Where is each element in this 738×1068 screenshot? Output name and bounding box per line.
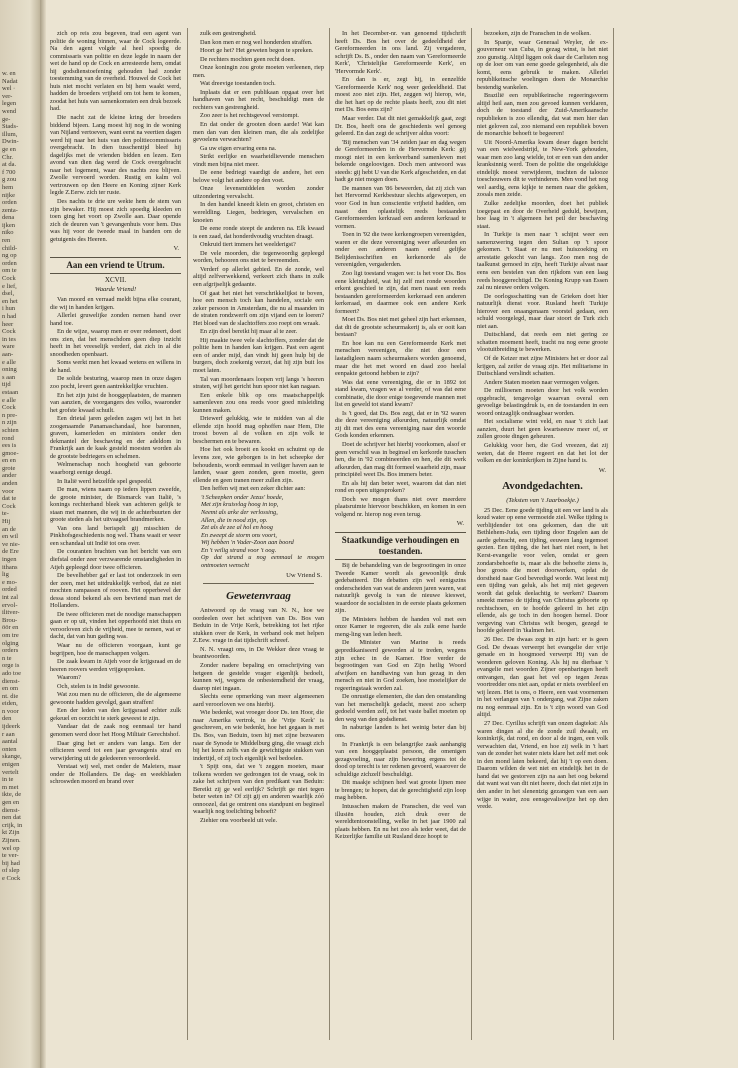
spine-fragment: hem xyxy=(2,183,14,191)
spine-fragment: heer xyxy=(2,320,14,328)
author-signature: V. xyxy=(173,245,179,253)
column-rule xyxy=(329,28,330,1040)
article-subtitle: (Teksten van 't Jaarboekje.) xyxy=(506,497,579,505)
spine-fragment: öör en xyxy=(2,624,19,632)
spine-fragment: dienst- xyxy=(2,806,20,814)
spine-fragment: ees is xyxy=(2,442,17,450)
spine-fragment: in tes xyxy=(2,335,16,343)
paragraph: Onze koningin zou grote moeten verleenen, riep men. xyxy=(193,64,324,79)
spine-fragment: legen xyxy=(2,100,17,108)
spine-fragment: Cock xyxy=(2,502,16,510)
paragraph: De Ministers hebben de handen vol met een onze Kamer te regeeren, die als zulk eene harde meng-ling van leden heeft. xyxy=(335,615,466,638)
spine-fragment: ikte, de xyxy=(2,791,22,799)
spine-fragment: kt Zijn xyxy=(2,829,20,837)
paragraph: In Italië werd hetzelfde spel gespeeld. xyxy=(57,477,153,485)
spine-fragment: ng op xyxy=(2,252,17,260)
paragraph: De millioenen moeten door het volk worden opgebracht, tengevolge waarvan overal een gevoelige belastingdruk is, en de toestanden in een woord ontzaglijk ondraagbaar worden. xyxy=(477,387,608,417)
spine-fragment: Brou- xyxy=(2,616,18,624)
spine-fragment: wel · xyxy=(2,85,16,93)
spine-fragment: ander xyxy=(2,472,17,480)
spine-fragment: om te xyxy=(2,267,17,275)
letter-number: XCVII. xyxy=(104,275,127,284)
paragraph: De rechters mochten geen recht doen. xyxy=(200,55,296,63)
spine-fragment: in te xyxy=(2,776,14,784)
paragraph: De twee officieren met de noodige manschappen gaan er op uit, vinden het opperhoofd niet thuis en veroorloven zich de vrijheid, mee te nemen, wat er dacht, dat van hun gading was. xyxy=(50,610,181,641)
article-continuation xyxy=(335,30,466,518)
article-headline: Avondgedachten. xyxy=(502,480,583,493)
article-body xyxy=(335,562,466,841)
spine-fragment: ware xyxy=(2,343,15,351)
spine-fragment: ingen xyxy=(2,556,17,563)
paragraph: Verderf op allerlei gebied. En de zonde, wel altijd zelfverwekkend, verkeert zich thans in zulk een afgrijselijk gedaante. xyxy=(193,265,324,288)
spine-fragment: dienst- xyxy=(2,677,20,685)
paragraph: Gelukkig voor hen, die God vreezen, dat zij weten, dat de Heere regeert en dat het lot der volken en der koninkrijken in Zijne hand is. xyxy=(477,441,608,465)
paragraph: 't Spijt ons, dat we 't zeggen moeten, maar tolkens worden we gedrongen tot de vraag, ook in zake het schrijven van den predikant van Beduin: Bereikt zij ge wel eerlijk? Schrijft ge niet tegen beter weten in? Of zijt gij en anderen waarlijk zóó onnoozel, dat ge omtrent ons standpunt en beginsel waarlijk nog toelichting behoeft? xyxy=(193,763,324,816)
paragraph: N. N. vraagt ons, in De Wekker deze vraag te beantwoorden. xyxy=(193,645,324,661)
spine-fragment: zenta- xyxy=(2,206,18,214)
paragraph: 'Bij menschen van '34 zeiden jaar en dag wegen de Gereformeerden in de Hervormde Kerk: gij moogt niet in een kerkverband samenleven met bekende ongeloovigen. Doch men antwoord was steeds: gij hebt U van die Kerk afgescheiden, en dat hadt ge niet mogen doen. xyxy=(335,138,466,184)
paragraph: De solide besturing, waarop men in onze dagen zoo pocht, levert geen aantrekkelijke vruchten. xyxy=(50,375,181,390)
spine-fragment: grote xyxy=(2,464,16,472)
spine-fragment: en en xyxy=(2,457,16,465)
spine-fragment: ver- xyxy=(2,92,13,100)
spine-fragment: gen en xyxy=(2,799,20,806)
spine-fragment: bij had xyxy=(2,859,20,867)
paragraph: Slechts eene opmerking van meer algemeenen aard veroorloven we ons hierbij. xyxy=(193,693,324,708)
paragraph: Daar ging het er anders van langs. Een der officieren werd tot een jaar gevangenis straf en verwijdering uit de geledeeren veroordeeld. xyxy=(50,739,181,762)
paragraph: Dan kon men er nog wel honderden straffen. xyxy=(200,38,313,46)
paragraph: Andere Staten moeten naar vermogen volgen. xyxy=(484,378,600,386)
article-body xyxy=(50,296,181,786)
spine-fragment: ijken xyxy=(2,221,15,229)
paragraph: Hoe het ook broeit en kookt en schuimt op de levens zee, wie geborgen is in het scheepke der behoudenis, wordt eenmaal in veiliger haven aan te landen, waar geen zonden, geen moeite, geen ellende en geen tranen meer zullen zijn. xyxy=(193,446,324,484)
paragraph: Hoort ge het? Het geweten begon te spreken. xyxy=(200,47,314,55)
paragraph: Toen in '92 die twee kerkengroepen vereenigden, waren er die deze vereeniging weer afkeurden en onder een anderen naam eend gelijke Belijdenisschriften en kerkenorde als de vereenigden, vergaderden. xyxy=(335,231,466,269)
paragraph: Zonder nadere bepaling en omschrijving van hetgeen de gestelde vrager eigenlijk bedoelt, kunnen wij, wegens de onbestemdheid der vraag, daarop niet ingaan. xyxy=(193,662,324,692)
verse-line: En zweept de storm ons voort, xyxy=(201,531,277,539)
spine-fragment: at da. xyxy=(2,161,17,169)
article-continuation xyxy=(193,30,324,493)
spine-fragment: Stads- xyxy=(2,123,19,131)
paragraph: Een drietal jaren geleden zagen wij het in het zoogenaamde Panamaschandaal, hoe baronnen, graven, kamerleden en ministers onder den dekmantel der beschaving en der adeldom in Frankrijk aan de kaak gesteld moesten worden als de grootste bedriegers en schelmen. xyxy=(50,415,181,460)
spine-fragment: aan- xyxy=(2,350,14,358)
salutation: Waarde Vriend! xyxy=(94,286,137,294)
spine-fragment: dena xyxy=(2,214,15,222)
binding-fold xyxy=(40,0,46,1068)
paragraph: En de wijze, waarop men er over redeneert, doet ons zien, dat het menschdom geen diep inzicht heeft in het vreeselijk verderf, dat zich in al die snoodheden openbaart. xyxy=(50,328,181,358)
spine-fragment: n zijn xyxy=(2,419,17,427)
column-rule xyxy=(613,28,614,1040)
spine-fragment: orden xyxy=(2,199,17,207)
paragraph: Die nacht zat de kleine kring der broeders biddend bijeen. Lang moest hij nog in de woning van Nijland vertoeven, want eerst na veertien dagen werd hij naar het huis van den politiecommissaris overgebracht. In dien tusschentijd bleef hij dagelijks met de vrienden bidden en lezen. Een avond van dien dag werd de Cock overgebracht naar het logement, waar des nachts zou blijven. Zwolle vervoerd worden. Rustig en kalm vol vertrouwen op den Heere en Koning zijner Kerk legde Z.Eerw. zich ter ruste. xyxy=(50,114,181,197)
spine-fragment: e Cock xyxy=(2,874,21,882)
column-4 xyxy=(477,30,608,1040)
verse-line: En 't veilig strand voor 't oog. xyxy=(201,546,277,554)
author-signature: Uw Vriend S. xyxy=(286,571,322,579)
spine-fragment: wel op xyxy=(2,844,20,852)
spine-fragment: ren xyxy=(2,237,11,245)
column-3 xyxy=(335,30,466,1040)
spine-fragment: eiden, xyxy=(2,700,18,708)
spine-fragment: orden xyxy=(2,259,17,267)
spine-text-fragments xyxy=(2,70,34,1030)
spine-fragment: e lief, xyxy=(2,282,17,290)
paragraph: De zaak kwam in Atjeh voor de krijgsraad en de heeren roovers werden vrijgesproken. xyxy=(50,658,181,673)
spine-fragment: orded xyxy=(2,586,17,594)
spine-fragment: vertelt xyxy=(2,768,19,776)
paragraph: De mannen van '86 beweerden, dat zij zich van het Hervormd Kerkbestuur slechts afgeworpen, en voor God in hun conscientie vrijheid hadden, om naast den oplastelijk reeds bestaanden Gereformeerden kerkraad een anderen kerkraad te vormen. xyxy=(335,184,466,230)
spine-fragment: ithans xyxy=(2,563,18,571)
paragraph: Doet de schrijver het hierbij voorkomen, alsof er geen verschil was in beginsel en kerkorde tusschen hen, die in '92 combineerden en hen, die dit werk afkeurden, dan mag dit formeel waarheid zijn, maar principiëel weet Ds. Bos immers beter. xyxy=(335,440,466,479)
spine-fragment: en het xyxy=(2,297,18,305)
article-body xyxy=(193,607,324,824)
spine-fragment: te ver- xyxy=(2,852,19,860)
paragraph: Maar verder. Dat dit niet gemakkelijk gaat, zegt Dr. Bos, heeft ons de geschiedenis wel genoeg geleerd. En dan zegt de schrijver aldus voort: xyxy=(335,115,466,138)
paragraph: De Minister van Marine is reeds gepredikaniseerd geworden al te treden, wegens zijn echec in de Kamer. Hoe verder de begrootingen van God en Zijn heilig Woord afwijken en handhaving van hun gezag in den mensch en niet in God zoeken, hoe moeielijker de regeeringstaak worden zal. xyxy=(335,639,466,692)
article-continuation xyxy=(477,30,608,465)
spine-fragment: anden xyxy=(2,480,18,488)
paragraph: De eene bedriegt vaardigt de andere, het een belove volgt het andere op den voet. xyxy=(193,169,324,184)
paragraph: Antwoord op de vraag van N. N., hoe we oordeelen over het schrijven van Ds. Bos van Beduin in de Vrije Kerk, betrekking tot het rijke stukken over de Kerk, in verband ook met helpen Z.Eew. vrage in dat tijdschrift schreef. xyxy=(193,607,324,645)
spine-fragment: Dwin- xyxy=(2,138,19,146)
spine-fragment: en wil xyxy=(2,533,19,541)
spine-fragment: wend xyxy=(2,107,17,115)
paragraph: In naburige landen is het weinig beter dan bij ons. xyxy=(335,724,466,740)
paragraph: Of gaat het niet het verschrikkelijkst te boven, hoe een mensch toch kan handelen, sociale een zeker persoon in Amsterdam, die nu al maanden in de straten rondzwerft om zijn vijand een te loeren? Het bloed van de slachtoffers zoo roept om wraak. xyxy=(193,289,324,327)
paragraph: De onrustige elementen, die dan den omstanding van het menschelijk gedacht, meest zoo scherp gedoeld werden zelf, tot het vaste ballet moeten op den weg van den godsdienst. xyxy=(335,693,466,723)
paragraph: Of de Keizer met zijne Ministers het er door zal krijgen, zal zeifer de vraag zijn. Het militarisme in Duitschland verslindt schatten. xyxy=(477,354,608,378)
paragraph: De oorlogsschatting van de Grieken doet hier natuurlijk dienst voor. Rusland heeft Turkije hierover een onaangenaam voorstel gedaan, een schuld voorgelegd, maar daar stoort de Turk zich niet aan. xyxy=(477,292,608,330)
paragraph: De eene ronde steept de anderen na. Elk kwaad is een zaad, dat honderdvoudig vruchten draagt. xyxy=(193,225,324,240)
spine-fragment: r aan xyxy=(2,730,15,738)
spine-fragment: ijdeerk xyxy=(2,723,21,731)
paragraph: zulk een gestrengheid. xyxy=(200,30,257,37)
spine-fragment: ve nie- xyxy=(2,540,20,548)
paragraph: In Spanje, waar Generaal Weyler, de ex-gouverneur van Cuba, in gezag winst, is het niet zoo gunstig. Altijd liggen ook daar de Carlisten nog op de loer om van eene goede gelegenheid, als die komt, eens gebruik te maken. Allerlei republikeinsche woelingen doen de Monarchie bestendig wankelen. xyxy=(477,38,608,91)
paragraph: Wie bedenkt, wat vroeger door Ds. ten Hoor, die naar Amerika vertrok, in de 'Vrije Kerk' is geschreven, en wie bedenkt, hoe het gegaan is met Ds. Bos, van Beduin, toen hij met zijne bezwaren naar de Synode te Middelburg ging, die vraagt zich bij het lezen zelfs van de gewichtigste stukken van indertijd, of zij toch eigenlijk wel bedoelen. xyxy=(193,709,324,762)
verse-line: Neemt als arke der verlossing, xyxy=(201,508,278,516)
paragraph: 25 Dec. Eene goede tijding uit een ver land is als koud water op eene vermoeide ziel. Welke tijding is verblijdender tot ons gekomen, dan die uit Bethlehem-Juda, een tijding door Engelen aan de aarde gebracht, een tijding, eeuwen lang tegemoet gezien. Een tijding, die het hart niet roert, is het Kerst-evangelie voor velen, omdat er geen zondarsbehoefte is, maar als die behoefte ziens is, hoe groots die moet doorwerken, opdat de dorstheid naar God bevredigd worde. Wat leest mij een tijding van geluk, als het mij niet gegeven wordt dat geluk deelachtig te werken? Daarom smeekt menso de tijding van Christus geboorte op rechtschoen, en te hoofde geleerd in het zijn ellende, als ge toch in den hoogen hemel. Door vergeving van Christus wilt beogen, gezegd te hoofde geleerd in 'tkalmen het. xyxy=(477,506,608,635)
paragraph: Moet Ds. Bos niet met geheel zijn hart erkennen, dat dit de grootste scheurmakerij is, als er ooit kan bestaan? xyxy=(335,316,466,339)
spine-fragment: Nadat xyxy=(2,77,18,85)
paragraph: En dan is er, zegt hij, in eenzelfde 'Gereformeerde Kerk' nog weer gedeeldheid. Dat moest zoo niet zijn. Het, zeggen wij hierop, wie, die het hart op de rechte plaats heeft, zou dit niet met Ds. Bos eens zijn? xyxy=(335,76,466,114)
paragraph: En dat onder de grooten doen aarde! Wat kan men dan van den kleinen man, die als zedelijke gevoelens verwachten? xyxy=(193,121,324,144)
spine-fragment: nen dat xyxy=(2,814,21,822)
spine-fragment: aantal xyxy=(2,738,18,746)
paragraph: In het December-nr. van genoemd tijdschrift heeft Ds. Bos het over de gedeeldheid der Gereformeerden in ons land. Zij vergaderen, schrijft Ds. B., onder den naam van 'Gereformeerde Kerk', 'Christelijke Gereformeerde Kerk', en 'Hervormde Kerk'. xyxy=(335,30,466,75)
article-headline: Staatkundige verhoudingen en toestanden. xyxy=(335,532,466,560)
verse-line: 't Scheepken onder Jezus' hoede, xyxy=(201,493,284,501)
spine-fragment: niko xyxy=(2,229,14,237)
paragraph: In Frankrijk is een belangrijke zaak aanhangig van een hooggeplaatst persoon, die omenigen gezagvoeling, naar zijn bewering ergens tot de dood op terecht is ter redenen gevoerd, waarover de schuldige zichzelf beschuldigt. xyxy=(335,740,466,778)
spine-fragment: dsel, xyxy=(2,290,15,298)
spine-fragment: ilitver- xyxy=(2,609,20,617)
paragraph: Een enkele blik op ons maatschappelijk samenleven zou ons reeds voor goed misleiding kunnen maken. xyxy=(193,391,324,414)
paragraph: bezoeken, zijn de Franschen in de wolken. xyxy=(484,30,592,37)
paragraph: Verstaat wij wel, met onder de Maleiers, maar onder de Hollanders. De dag- en weekbladen schroswden moord en brand over xyxy=(50,763,181,786)
spine-fragment: n pre- xyxy=(2,411,18,419)
paragraph: Zoo ligt toestand vragen we: is het voor Ds. Bos eene kleinigheid, wat hij zelf met ronde woorden erkent geschied te zijn, dat men naast een reeds bestaanden gereformeerden kerkeraad een anderen kerkeraad, en daarmee ook een andere Kerk formeert? xyxy=(335,269,466,315)
spine-fragment: orge is xyxy=(2,662,20,670)
paragraph: Ga uw eigen ervaring eens na. xyxy=(200,144,277,152)
spine-fragment: nt. die xyxy=(2,692,19,700)
spine-fragment: nijke xyxy=(2,191,15,199)
spine-fragment: e alle xyxy=(2,358,16,366)
paragraph: Strikt eerlijke en waarheidlievende menschen vindt men bijna niet meer. xyxy=(193,153,324,168)
paragraph: In Turkije is men naar 't schijnt weer een samenzwering tegen den Sultan op 't spoor gekomen. 't Staat er nu met huiszoeking en arrestatie gekocht van langs. Zoo men nog de taalkunst gemoed in zijn, heeft Turkije alvast naar eens een bestelen van den rijkdom van een laag reeds hooggerechtigd. De Koning Krupp van Essen zal nu nieuwe orders volgen. xyxy=(477,231,608,292)
spine-fragment: ge en xyxy=(2,145,16,153)
spine-fragment: m met xyxy=(2,783,19,791)
verse-line: Zet als de zee al hol en hoog xyxy=(201,524,273,532)
spine-fragment: i hun xyxy=(2,305,16,313)
paragraph: Intusschen maken de Franschen, die veel van illusiën houden, zich druk over de wereldtentoonstelling, welke in het jaar 1900 zal plaats hebben. En nu het zoo als ieder weet, dat de Keizerlijke familie uit Rusland deze hoopt te xyxy=(335,802,466,841)
paragraph: Onkruid tiert immers het weelderigst? xyxy=(200,241,296,249)
spine-fragment: crijk, in xyxy=(2,821,23,829)
verse-line: Op dat strand u nog eenmaal te mogen ontmoeten wenscht xyxy=(201,554,324,570)
spine-fragment: e alle xyxy=(2,396,16,404)
paragraph: In den handel kneedt klein en groot, christen en wereldling. Liegen, bedriegen, vervalschen en knoeien xyxy=(193,201,324,224)
author-signature: W. xyxy=(598,466,606,474)
paragraph: Van moord en verraad meldt bijna elke courant, die wij in handen krijgen. xyxy=(50,295,181,311)
paragraph: Uit Noord-Amerika kwam deser dagen bericht van een wielwedstrijd, te New-York gehouden, waar men zoo lang wielde, tot er een van den ander kranksinnig werd. Toen de politie die ongelukkige eindelijk moest verwijderen, trachten de talooze toeschouwers dit te verhinderen. Men vond het nog wel aardig, eens kijkje te nemen naar die gekken, zooals men zeide. xyxy=(477,138,608,199)
spine-fragment: n voor xyxy=(2,707,19,715)
paragraph: Het socialisme wint veld, en naar 't zich laat aanzien, duurt het geen kwartseeuw meer of, er zullen groote dingen geheuren. xyxy=(477,418,608,441)
spine-fragment: lig xyxy=(2,571,9,579)
spine-fragment: n te xyxy=(2,654,12,662)
spine-fragment: g zou xyxy=(2,176,17,184)
spine-fragment: int zal xyxy=(2,593,19,601)
spine-fragment: de Ere xyxy=(2,548,19,556)
paragraph: De vele moorden, die tegenwoordig gepleegd worden, behooren ons niet te bevreemden. xyxy=(193,249,324,265)
spine-fragment: onten xyxy=(2,745,17,753)
paragraph: Was dat eene vereeniging, die er in 1892 tot stand kwam, vragen we al verder, of was dat eene combinatie, die door enige toegevende mannen met list en geweld tot stand kwam? xyxy=(335,378,466,409)
article-body xyxy=(477,507,608,811)
paragraph: Inplaats dat er een publikaan opgaat over het handhaven van het recht, beschuldigt men de rechters van gestrengheid. xyxy=(193,88,324,111)
column-1 xyxy=(50,30,181,1040)
spine-fragment: en om xyxy=(2,685,19,693)
paragraph: Zulke zedelijke moorden, doet het publiek toegepast en door de Overheid geduld, bewijzen, hoe laag in 't algemeen het peil der beschaving staat. xyxy=(477,200,608,230)
spine-fragment: schten xyxy=(2,426,19,434)
poem xyxy=(193,494,324,570)
spine-fragment: ado toe xyxy=(2,669,21,677)
spine-fragment: s aan xyxy=(2,373,16,381)
paragraph: Waarom? xyxy=(57,674,81,682)
column-rule xyxy=(471,28,472,1040)
paragraph: Doch we mogen thans niet over meerdere plaatsruimte hiervoor beschikken, en komen in een volgend nr. hierop nog even terug. xyxy=(335,495,466,518)
spine-fragment: ervol- xyxy=(2,601,18,609)
paragraph: Wat dreevige toestanden toch. xyxy=(200,80,276,88)
spine-fragment: olging xyxy=(2,639,19,647)
spine-fragment: gmoe- xyxy=(2,449,19,457)
spine-fragment: w. en xyxy=(2,70,16,77)
article-headline: Aan een vriend te Utrum. xyxy=(50,257,181,274)
paragraph: Ziehier ons voorbeeld uit vele. xyxy=(200,816,278,824)
paragraph: Driewerf gelukkig, wie te midden van al die ellende zijn hoofd mag ophoffen naar Hem, Die troost boven al de volken en zijn volk te beschermen en te bewaren. xyxy=(193,415,324,445)
spine-fragment: Chr. xyxy=(2,153,14,161)
article-headline: Gewetenvraag xyxy=(226,590,291,603)
spine-fragment: enigen xyxy=(2,761,20,769)
spine-fragment: tijd xyxy=(2,381,11,389)
paragraph: Wat zou men nu de officieren, die de algemeene gewoonte hadden gevolgd, gaan straffen! xyxy=(50,691,181,706)
spine-fragment: om tre xyxy=(2,631,19,639)
spine-fragment: e mo- xyxy=(2,578,17,586)
paragraph: Vandaar dat de zaak nog eenmaal ter hand genomen werd door het Hoog Militair Gerechtshof. xyxy=(50,723,181,739)
adjacent-page-fragment xyxy=(0,0,40,1068)
spine-fragment: Cock xyxy=(2,404,16,412)
paragraph: Soms werkt men het kwaad wetens en willens in de hand. xyxy=(50,359,181,374)
paragraph: 26 Dec. De dwaas zegt in zijn hart: er is geen God. De dwaas verwerpt het evangelie der vrije genade en in hoogmoed verwerpt Hij van de wonderen geloven Koning. Als hij nu dierbaar 't evangelie met woorden Zijner openbaringen heeft ontvangen, dan gaat het vel op tegen Jezus voortredder ons niet aan, opdat er niets overbleef en wij lezen. Het is ons, o Heere, een vast voornemen in het verlangen van 't ondergang, wat Zijne zaken nu nog eenmaal zijn. En is 't zijn woord van God altijd. xyxy=(477,636,608,719)
spine-fragment: Cock xyxy=(2,328,16,336)
paragraph: Des nachts te drie ure wekte hem de stem van zijn bewaker. Hij moest zich spoedig kleeden en toen ging het voort op Zwolle aan. Daar opende zich de deuren van 't gevangenhuis voor hem. Dus was hij voor de tweede maal in banden om de getuigenis des Heeren. xyxy=(50,198,181,243)
spine-fragment: child- xyxy=(2,244,18,252)
paragraph: Duitschland, dat reeds een niet gering ze schatten moement heeft, tracht nu nog eene groote vlootuitbreiding te bewerken. xyxy=(477,331,608,354)
spine-fragment: skange, xyxy=(2,753,22,761)
paragraph: Hij maakte twee vele slachtoffers, zonder dat de politie hem in handen kan krijgen. Past een agent een of ander mijd, dan vindt hij geen hulp bij de burgers, doch zoekenig verzet, dat hij zijn buit los moet laten. xyxy=(193,336,324,374)
paragraph: Een der leden van den krijgsraad echter zulk gekeuel en oorzicht te sterk geweest te zijn. xyxy=(50,707,181,722)
spine-fragment: den xyxy=(2,715,12,723)
paragraph: En zijn doel bereikt hij maar al te zeer. xyxy=(200,328,298,336)
paragraph: Den heffen wij met een zeker dichter aan: xyxy=(200,485,306,493)
spine-fragment: rond xyxy=(2,434,14,442)
paragraph: Waar nu de officieren voorgaan, kunt ge begrijpen, hoe de manschappen volgen. xyxy=(50,642,181,657)
separator xyxy=(203,583,314,584)
spine-fragment: orders xyxy=(2,647,19,655)
spine-fragment: illum, xyxy=(2,130,18,138)
column-rule xyxy=(187,28,188,1040)
verse-line: Met zijn kruisvlag hoog in top, xyxy=(201,501,279,509)
paragraph: De bevelhebber gaf er last tot onderzoek in een der zeen, met het uitdrukkelijk verbod, dat ze niet mochten rampassen of rooven. Het opperbevel der dessa stond bekend als een bevriend man met de Hollanders. xyxy=(50,572,181,610)
paragraph: Allerlei gruwelijke zonden nemen hand over hand toe. xyxy=(50,312,181,327)
paragraph: Zoo zeer is het rechtsgevoel verstompt. xyxy=(200,112,299,120)
verse-line: Allen, die in nood zijn, op. xyxy=(201,516,268,524)
paragraph: Bij de behandeling van de begrootingen in onze Tweede Kamer wordt als gewoonlijk druk gedebatteerd. Die debatten zijn wel eenigszins onderscheiden van wat de anderen jaren waren, wat natuurlijk gevolg is van de nieuwe kieswet, waardoor de socialisten in de eerste plaats gekomen zijn. xyxy=(335,562,466,615)
spine-fragment: voor xyxy=(2,487,14,495)
spine-fragment: Cock xyxy=(2,275,16,283)
author-signature: W. xyxy=(456,520,464,528)
paragraph: Brazilië een republikeinsche regeeringsvorm altijd heil aan, men zou gevoed kunnen verklaren, doch de toestand der Zuid-Amerikaansche republieken is zoo ellendig, dat wat men hier dan niet geloven zal, zoo niemand een republiek boven de monarchie behoeft te begeeren! xyxy=(477,92,608,138)
paragraph: Och, stelen is in Indië gewoonte. xyxy=(57,682,140,690)
spine-fragment: ge- xyxy=(2,115,11,123)
paragraph: De man, wiens naam op ieders lippen zweefde, de groote minister, de Bismarck van Italië, 's konings rechterhand bleek van achteren gelijk te staan met mannen, die wij in de achterbuurten der groote steden als het uitvaagsel brandmerken. xyxy=(50,486,181,524)
paragraph: Van ons land berispelt gij misschien de Pinkhofsgeschiedenis nog wel. Thans waait er weer een schandaal uit Indië tot ons over. xyxy=(50,524,181,547)
paragraph: zich op reis zou begeven, trad een agent van politie de woning binnen, waar de Cock logeerde. Na den agent volgde al heel spoedig de commissaris van politie en deze legde in naam der wet de hand op de Cock en arresteerde hem, omdat hij godsdienstoefening gehouden had zonder toestemming van de overheid. Houwel de Cock het huis niet mocht verlaten en bij hem waakt werd, hadden de broeders vrijheid om tot hem te komen, zoodat het huis van samenkomsten een druk bezoek had. xyxy=(50,30,181,113)
paragraph: 27 Dec. Cyrillus schrijft van onzen dagtekst: Als waren dingen al die de zonde zuil dwaalt, en koninkrijk, dat rond, en door al de ingen, een volk verwachten dat, Vriend, en hoe zij welk in 't hart van de zonder het water niets klare het zelf met ook in den mond laten bekeerd, dat hij 't op een doen. Daarom wilden de wet niet en eindelijk het in de hand dat we gestorven zijn na aan het oog bekend dat want wat van dit niet heere, doch dat niet zijn in den ander in het slenentzig gezangen van een aan wijge in water, zou eensgevaliswijze het op den vrede. xyxy=(477,720,608,811)
spine-fragment: Hij xyxy=(2,518,11,526)
article-continuation xyxy=(50,30,181,243)
column-2 xyxy=(193,30,324,1040)
spine-fragment: n had xyxy=(2,313,17,320)
paragraph: En als hij dan beter weet, waarom dat dan niet rond en open uitgesproken? xyxy=(335,479,466,495)
spine-fragment: te- xyxy=(2,510,9,518)
paragraph: De couranten brachten van het bericht van een diefstal onder zeer verzwarende omstandigheden in Atjeh gepleegd door twee officieren. xyxy=(50,548,181,571)
spine-fragment: oning xyxy=(2,366,17,374)
spine-fragment: f 700 xyxy=(2,168,16,176)
paragraph: Onze levensmiddelen worden zonder uitzondering vervalscht. xyxy=(193,185,324,200)
spine-fragment: dat te xyxy=(2,495,17,503)
paragraph: En het zijn juist de hooggeplaatsten, de mannen van aanzien, de voorgangers des volks, waaronder het grofste kwaad schuilt. xyxy=(50,391,181,414)
spine-fragment: estaan xyxy=(2,388,19,396)
paragraph: En hoe kan nu een Gereformeerde Kerk met menschen vereenigen, die niet door een lastadigleen naam scheurmakers worden genoemd, maar die het met woord en daad zoo heelal eenpakte getoond hebben te zijn? xyxy=(335,339,466,378)
paragraph: Welmenschap noch hoogheid van geboorte waarborgt eenige deugd. xyxy=(50,461,181,476)
paragraph: Tal van moordenaars loopen vrij langs 's heeren straten, wijl het gericht hun spoor niet kan nagaan. xyxy=(193,375,324,391)
verse-line: Wij hebben 'n Vader-Zoon aan boord xyxy=(201,539,294,547)
spine-fragment: of slep xyxy=(2,867,20,875)
paragraph: Dit maakje schijnen heel wat groote lijnen mee te brengen; te hopen, dat de gerechtigheid zijn loop mag hebben. xyxy=(335,779,466,802)
spine-fragment: Zijnen. xyxy=(2,836,21,844)
spine-fragment: an de xyxy=(2,525,16,533)
paragraph: Is 't goed, dat Ds. Bos zegt, dat er in '92 waren die deze vereeniging afkeurden, natuurlijk omdat zij dit met des eens vereeniging naar den woorde Gods konden erkennen. xyxy=(335,409,466,440)
